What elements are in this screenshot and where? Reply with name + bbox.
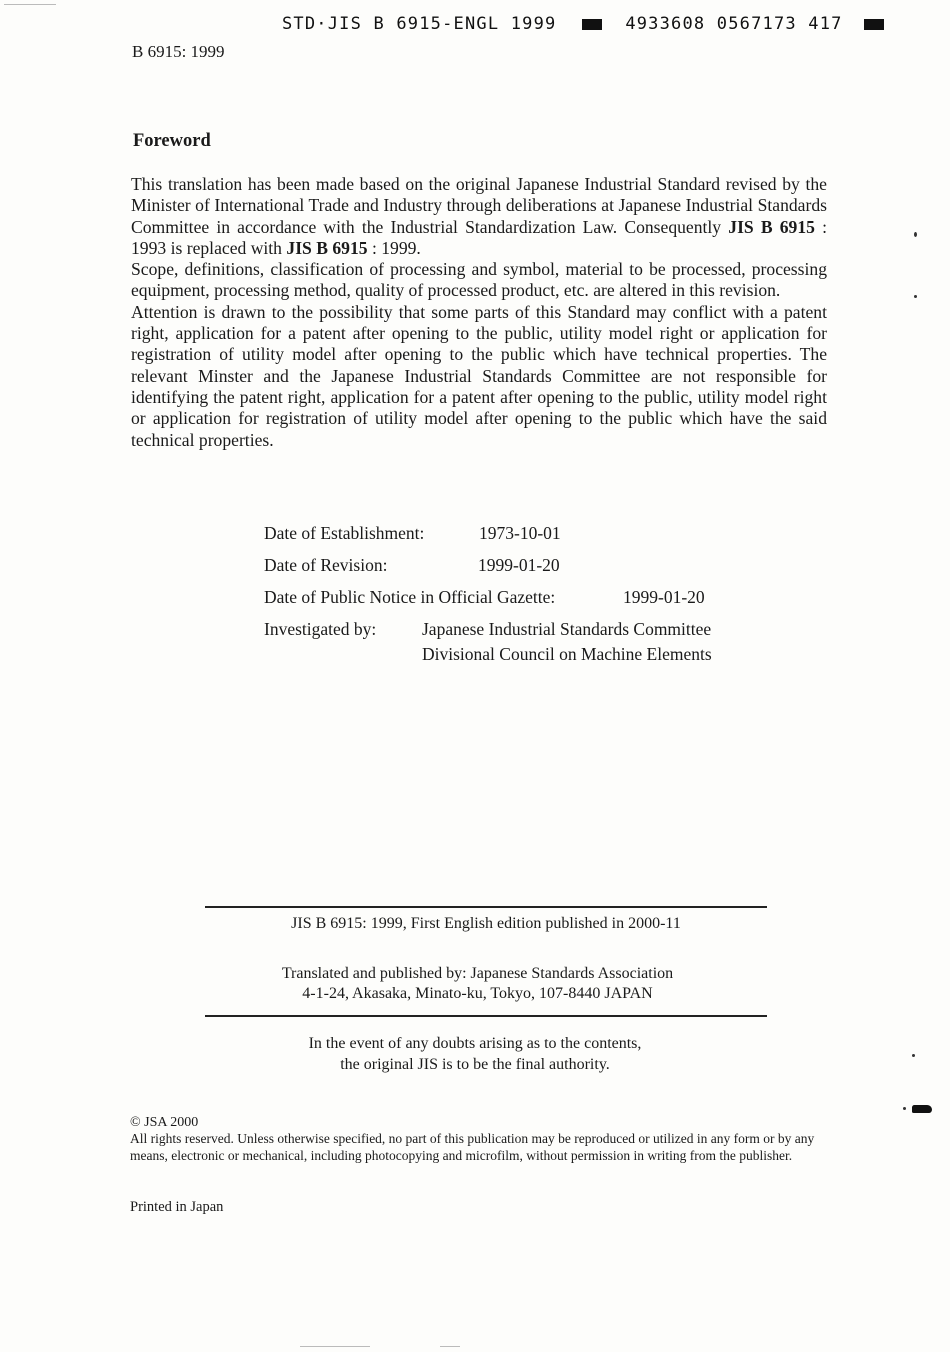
scan-mark — [440, 1346, 460, 1347]
rights-statement: All rights reserved. Unless otherwise specified, no part of this publication may be reproduced or utilized in any form or by any means, electronic or mechanical, including photocopying and microfilm, without permission in writing from the publisher. — [130, 1131, 815, 1163]
p1-end-text: : 1999. — [371, 237, 421, 258]
authority-line-1: In the event of any doubts arising as to the contents, — [308, 1035, 642, 1052]
foreword-paragraph-3: Attention is drawn to the possibility that some parts of this Standard may conflict with a patent right, application for a patent after opening to the public, utility model right or application for registration of utility model after opening to the public which have technical properties. The relevant Minster and the Japanese Industrial Standards Committee are not responsible for identifying the patent right, application for a patent after opening to the public, utility model right or application for registration of utility model after opening to the public which have the said technical properties. — [131, 301, 827, 450]
foreword-title: Foreword — [133, 131, 211, 151]
investigated-committee: Japanese Industrial Standards Committee — [422, 619, 712, 639]
divider-bottom — [205, 1015, 767, 1017]
scan-speck — [914, 232, 917, 237]
foreword-body — [131, 174, 827, 451]
gazette-label: Date of Public Notice in Official Gazette: — [264, 587, 556, 607]
p1-old-standard: JIS B 6915 — [728, 216, 815, 237]
scan-smudge — [912, 1105, 932, 1113]
scan-speck — [912, 1054, 915, 1057]
scan-block-mark — [864, 19, 884, 30]
scan-header — [282, 14, 862, 34]
scan-mark — [4, 4, 56, 5]
revision-label: Date of Revision: — [264, 555, 388, 575]
edition-note: JIS B 6915: 1999, First English edition published in 2000-11 — [291, 915, 681, 932]
foreword-paragraph-2: Scope, definitions, classification of processing and symbol, material to be processed, processing equipment, processing method, quality of processed product, etc. are altered in this revision. — [131, 259, 827, 301]
publisher-block — [205, 964, 750, 1004]
scan-speck — [903, 1107, 906, 1110]
scan-block-mark — [582, 19, 602, 30]
printed-in: Printed in Japan — [130, 1199, 224, 1215]
gazette-date: 1999-01-20 — [623, 587, 705, 607]
establishment-label: Date of Establishment: — [264, 523, 425, 543]
foreword-paragraph-1 — [131, 174, 827, 259]
publisher-line: Translated and published by: Japanese Standards Association — [281, 965, 674, 982]
scan-speck — [914, 295, 917, 298]
authority-line-2: the original JIS is to be the final authority. — [340, 1056, 610, 1073]
publisher-address: 4-1-24, Akasaka, Minato-ku, Tokyo, 107-8440 JAPAN — [302, 985, 653, 1002]
revision-date: 1999-01-20 — [478, 555, 560, 575]
divider-top — [205, 906, 767, 908]
p1-text: This translation has been made based on the original Japanese Industrial Standard revised by the Minister of International Trade and Industry through deliberations at Japanese Industrial Standards Committee in accordance with the Industrial Standardization Law. Consequently — [131, 174, 827, 237]
investigated-label: Investigated by: — [264, 619, 377, 639]
investigated-council: Divisional Council on Machine Elements — [422, 644, 712, 664]
scan-header-text: STD·JIS B 6915-ENGL 1999 — [282, 14, 557, 34]
standard-id: B 6915: 1999 — [132, 42, 225, 61]
authority-note — [205, 1033, 745, 1075]
p1-new-standard: JIS B 6915 — [286, 237, 368, 258]
p1-mid-text: : 1993 is replaced with — [131, 216, 827, 258]
scan-header-codes: 4933608 0567173 417 — [625, 14, 843, 34]
copyright: © JSA 2000 — [130, 1115, 199, 1130]
scan-mark — [300, 1346, 370, 1347]
establishment-date: 1973-10-01 — [479, 523, 561, 543]
